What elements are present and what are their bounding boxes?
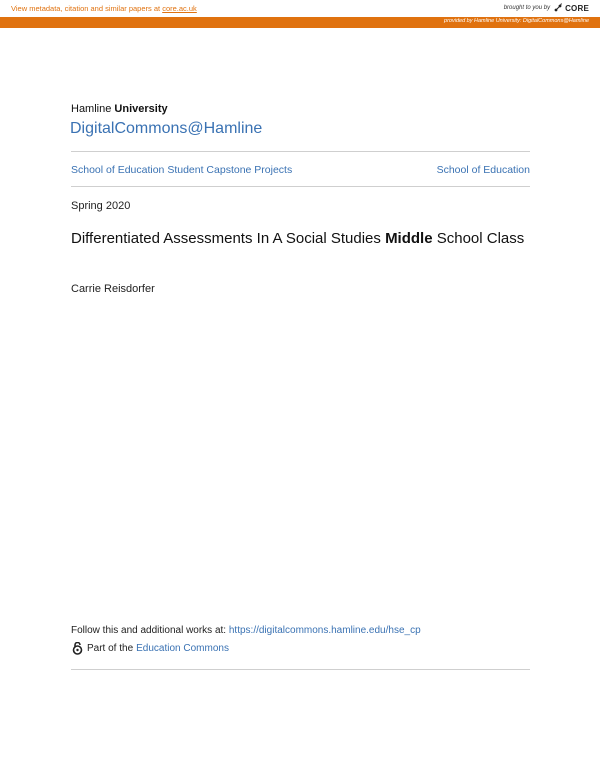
university-bold: University — [114, 103, 168, 115]
follow-line — [71, 625, 421, 636]
core-banner — [0, 0, 600, 17]
core-logo-text: CORE — [565, 3, 589, 13]
author-name: Carrie Reisdorfer — [71, 283, 155, 295]
core-metadata-text — [11, 4, 197, 13]
university-prefix: Hamline — [71, 103, 115, 115]
title-part-2: School Class — [432, 230, 525, 247]
core-ac-uk-link[interactable]: core.ac.uk — [162, 4, 197, 13]
follow-url-link[interactable]: https://digitalcommons.hamline.edu/hse_cp — [228, 625, 421, 636]
provided-by-strip — [0, 17, 600, 28]
open-access-icon — [71, 642, 84, 655]
provided-by-text: provided by Hamline University: DigitalCommons@Hamline — [444, 18, 589, 24]
repository-name[interactable]: DigitalCommons@Hamline — [70, 120, 263, 137]
publication-date: Spring 2020 — [71, 200, 131, 212]
capstone-projects-link[interactable]: School of Education Student Capstone Projects — [71, 164, 293, 176]
part-of-line — [71, 642, 229, 655]
core-logo[interactable] — [553, 3, 589, 13]
divider-bottom — [71, 669, 530, 670]
core-brand[interactable] — [504, 3, 589, 13]
title-part-1: Differentiated Assessments In A Social Studies — [71, 230, 386, 247]
title-bold-word: Middle — [385, 230, 433, 247]
core-metadata-label: View metadata, citation and similar papers at — [11, 4, 163, 13]
school-of-education-link[interactable]: School of Education — [436, 164, 530, 176]
follow-label: Follow this and additional works at: — [71, 625, 229, 636]
divider-top — [71, 151, 530, 152]
part-of-label: Part of the — [87, 643, 134, 654]
document-title — [71, 227, 531, 250]
education-commons-link[interactable]: Education Commons — [136, 643, 229, 654]
university-name — [71, 103, 168, 115]
divider-middle — [71, 186, 530, 187]
core-logo-icon — [553, 3, 563, 13]
brought-to-you-by: brought to you by — [503, 5, 551, 11]
